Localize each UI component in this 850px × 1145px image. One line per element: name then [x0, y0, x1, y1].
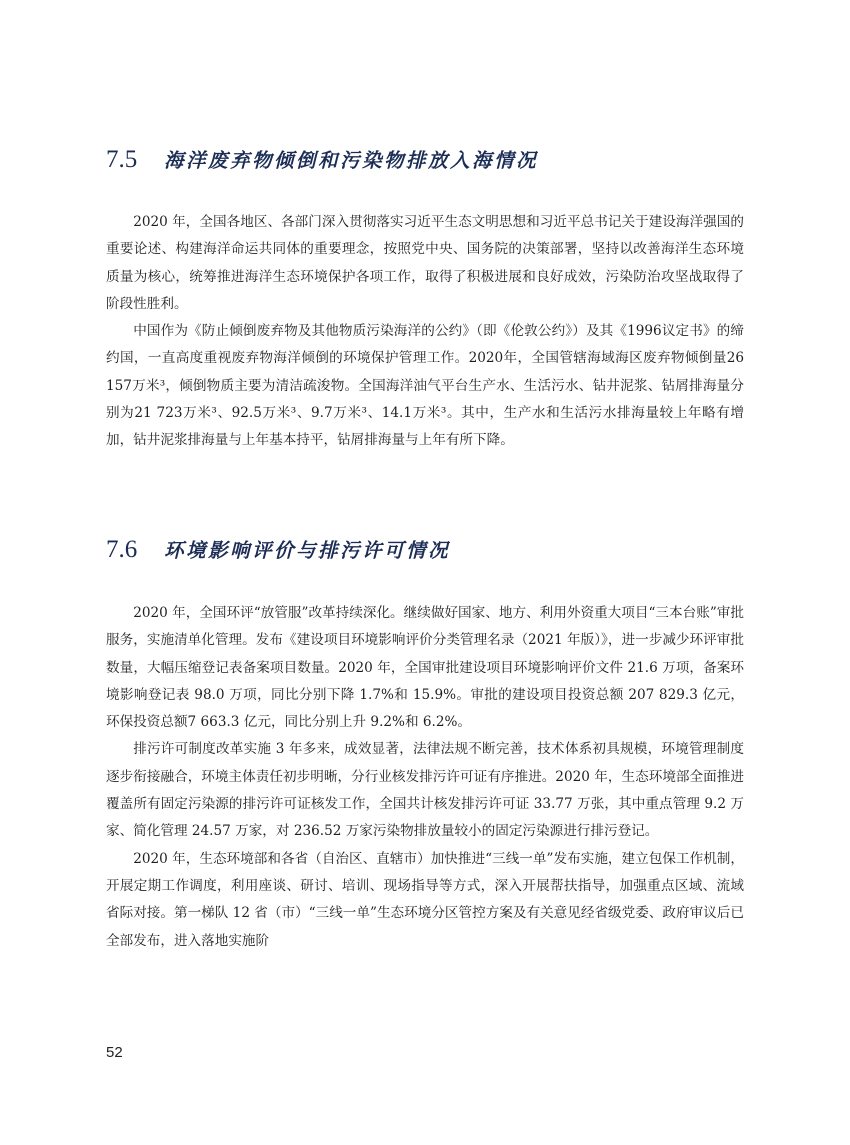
section-number: 7.6 — [106, 536, 138, 563]
section-number: 7.5 — [106, 146, 138, 173]
paragraph: 排污许可制度改革实施 3 年多来，成效显著，法律法规不断完善，技术体系初具规模，环境管理制度逐步衔接融合，环境主体责任初步明晰，分行业核发排污许可证有序推进。2020 年，生态环境部全面推进覆盖所有固定污染源的排污许可证核发工作，全国共计核发排污许可证 33.77 万张，其中重点管理 9.2 万家、简化管理 24.57 万家，对 236.52 万家污染物排放量较小的固定污染源进行排污登记。 — [106, 741, 744, 840]
paragraph: 2020 年，全国各地区、各部门深入贯彻落实习近平生态文明思想和习近平总书记关于建设海洋强国的重要论述、构建海洋命运共同体的重要理念，按照党中央、国务院的决策部署，坚持以改善海洋生态环境质量为核心，统筹推进海洋生态环境保护各项工作，取得了积极进展和良好成效，污染防治攻坚战取得了阶段性胜利。 — [106, 214, 744, 312]
section-title: 海洋废弃物倾倒和污染物排放入海情况 — [164, 149, 539, 172]
section-7-6-body — [106, 600, 744, 955]
section-7-5-heading — [106, 145, 538, 174]
section-title: 环境影响评价与排污许可情况 — [164, 539, 451, 562]
page-number: 52 — [106, 1044, 123, 1061]
section-7-5-body — [106, 209, 744, 455]
paragraph: 2020 年，生态环境部和各省（自治区、直辖市）加快推进“三线一单”发布实施，建立包保工作机制，开展定期工作调度，利用座谈、研讨、培训、现场指导等方式，深入开展帮扶指导，加强重点区域、流域省际对接。第一梯队 12 省（市）“三线一单”生态环境分区管控方案及有关意见经省级党委、政府审议后已全部发布，进入落地实施阶 — [106, 850, 744, 949]
section-7-6-heading — [106, 535, 450, 564]
paragraph: 中国作为《防止倾倒废弃物及其他物质污染海洋的公约》（即《伦敦公约》）及其《1996议定书》的缔约国，一直高度重视废弃物海洋倾倒的环境保护管理工作。2020年，全国管辖海域海区废弃物倾倒量26 157万米³，倾倒物质主要为清洁疏浚物。全国海洋油气平台生产水、生活污水、钻井泥浆、钻屑排海量分别为21 723万米³、92.5万米³、9.7万米³、14.1万米³。其中，生产水和生活污水排海量较上年略有增加，钻井泥浆排海量与上年基本持平，钻屑排海量与上年有所下降。 — [106, 323, 744, 449]
paragraph: 2020 年，全国环评“放管服”改革持续深化。继续做好国家、地方、利用外资重大项目“三本台账”审批服务，实施清单化管理。发布《建设项目环境影响评价分类管理名录（2021 年版）》，进一步减少环评审批数量，大幅压缩登记表备案项目数量。2020 年，全国审批建设项目环境影响评价文件 21.6 万项，备案环境影响登记表 98.0 万项，同比分别下降 1.7%和 15.9%。审批的建设项目投资总额 207 829.3 亿元，环保投资总额7 663.3 亿元，同比分别上升 9.2%和 6.2%。 — [106, 605, 744, 731]
